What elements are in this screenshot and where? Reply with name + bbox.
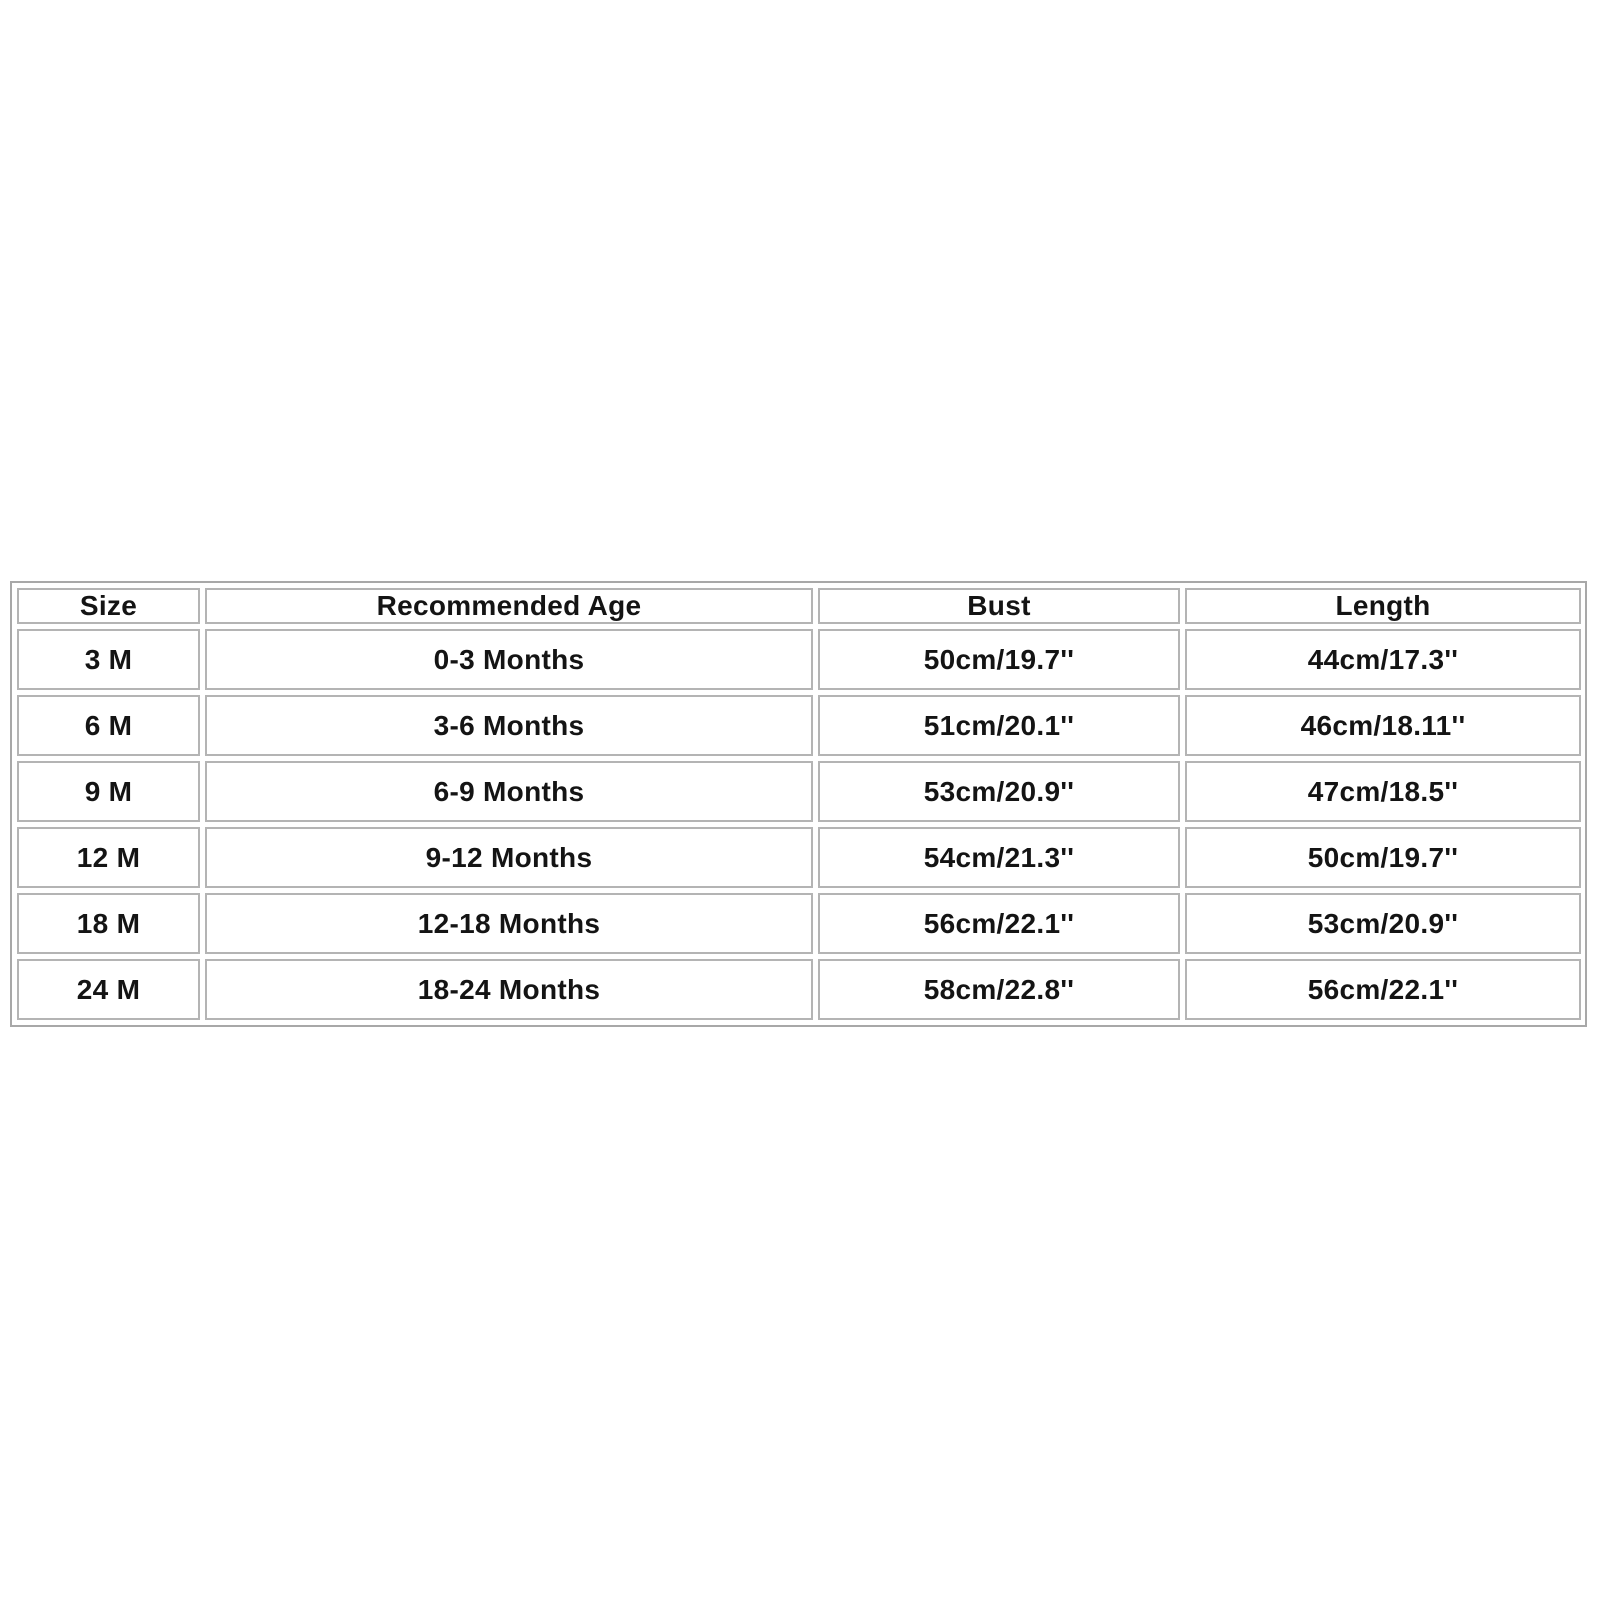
cell-age: 0-3 Months <box>205 629 813 690</box>
cell-age: 6-9 Months <box>205 761 813 822</box>
cell-length: 56cm/22.1'' <box>1185 959 1581 1020</box>
cell-age: 3-6 Months <box>205 695 813 756</box>
cell-bust: 58cm/22.8'' <box>818 959 1180 1020</box>
cell-size: 24 M <box>17 959 200 1020</box>
table-row <box>17 695 1581 756</box>
table-row <box>17 761 1581 822</box>
cell-bust: 54cm/21.3'' <box>818 827 1180 888</box>
size-chart-table-container <box>10 581 1587 1027</box>
size-chart-table <box>12 583 1586 1025</box>
header-size: Size <box>17 588 200 624</box>
header-row <box>17 588 1581 624</box>
cell-bust: 50cm/19.7'' <box>818 629 1180 690</box>
cell-age: 12-18 Months <box>205 893 813 954</box>
cell-bust: 56cm/22.1'' <box>818 893 1180 954</box>
cell-age: 9-12 Months <box>205 827 813 888</box>
cell-length: 47cm/18.5'' <box>1185 761 1581 822</box>
cell-size: 3 M <box>17 629 200 690</box>
header-bust: Bust <box>818 588 1180 624</box>
cell-age: 18-24 Months <box>205 959 813 1020</box>
table-row <box>17 893 1581 954</box>
cell-size: 12 M <box>17 827 200 888</box>
header-length: Length <box>1185 588 1581 624</box>
table-row <box>17 827 1581 888</box>
cell-length: 46cm/18.11'' <box>1185 695 1581 756</box>
cell-bust: 51cm/20.1'' <box>818 695 1180 756</box>
cell-length: 53cm/20.9'' <box>1185 893 1581 954</box>
cell-bust: 53cm/20.9'' <box>818 761 1180 822</box>
cell-length: 44cm/17.3'' <box>1185 629 1581 690</box>
cell-size: 18 M <box>17 893 200 954</box>
cell-length: 50cm/19.7'' <box>1185 827 1581 888</box>
cell-size: 6 M <box>17 695 200 756</box>
header-recommended-age: Recommended Age <box>205 588 813 624</box>
cell-size: 9 M <box>17 761 200 822</box>
table-row <box>17 629 1581 690</box>
table-row <box>17 959 1581 1020</box>
